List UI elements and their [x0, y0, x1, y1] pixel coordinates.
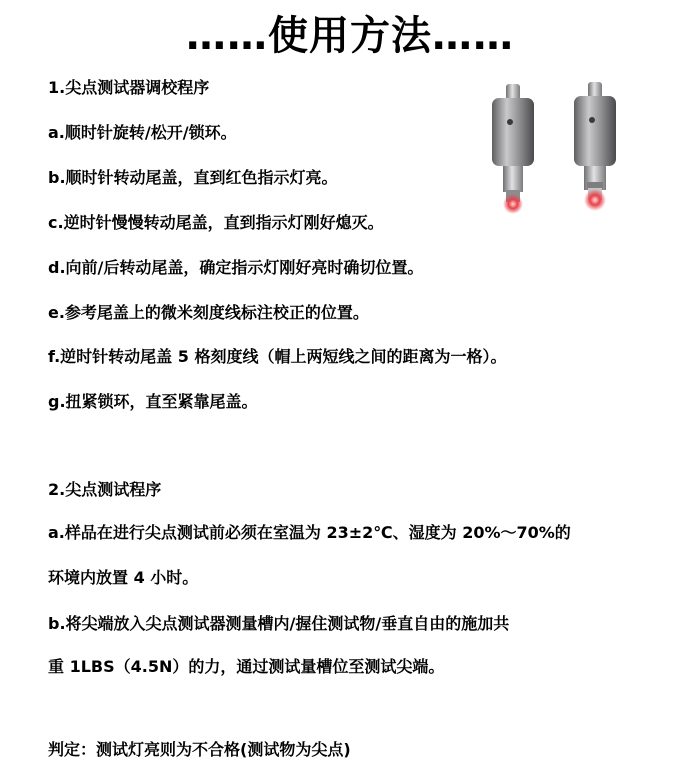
tester-right — [574, 82, 616, 211]
section2-line-a1: a.样品在进行尖点测试前必须在室温为 23±2℃、湿度为 20%～70%的 — [48, 523, 571, 542]
step-d: d.向前/后转动尾盖，确定指示灯刚好亮时确切位置。 — [48, 258, 424, 277]
sharp-point-tester-photo — [478, 82, 666, 216]
step-e: e.参考尾盖上的微米刻度线标注校正的位置。 — [48, 303, 369, 322]
step-f: f.逆时针转动尾盖 5 格刻度线（帽上两短线之间的距离为一格）。 — [48, 347, 507, 366]
page-title: ……使用方法…… — [186, 13, 514, 59]
step-b: b.顺时针转动尾盖，直到红色指示灯亮。 — [48, 168, 338, 187]
section1-heading: 1.尖点测试器调校程序 — [48, 78, 210, 97]
step-g: g.扭紧锁环，直至紧靠尾盖。 — [48, 392, 258, 411]
section2-heading: 2.尖点测试程序 — [48, 480, 162, 499]
verdict-text: 判定：测试灯亮则为不合格(测试物为尖点) — [48, 740, 351, 759]
section2-line-b2: 重 1LBS（4.5N）的力，通过测试量槽位至测试尖端。 — [48, 657, 445, 676]
section2-line-b1: b.将尖端放入尖点测试器测量槽内/握住测试物/垂直自由的施加共 — [48, 614, 510, 633]
step-c: c.逆时针慢慢转动尾盖，直到指示灯刚好熄灭。 — [48, 213, 384, 232]
tester-left — [492, 84, 534, 214]
section2-line-a2: 环境内放置 4 小时。 — [48, 568, 199, 587]
step-a: a.顺时针旋转/松开/锁环。 — [48, 123, 237, 142]
